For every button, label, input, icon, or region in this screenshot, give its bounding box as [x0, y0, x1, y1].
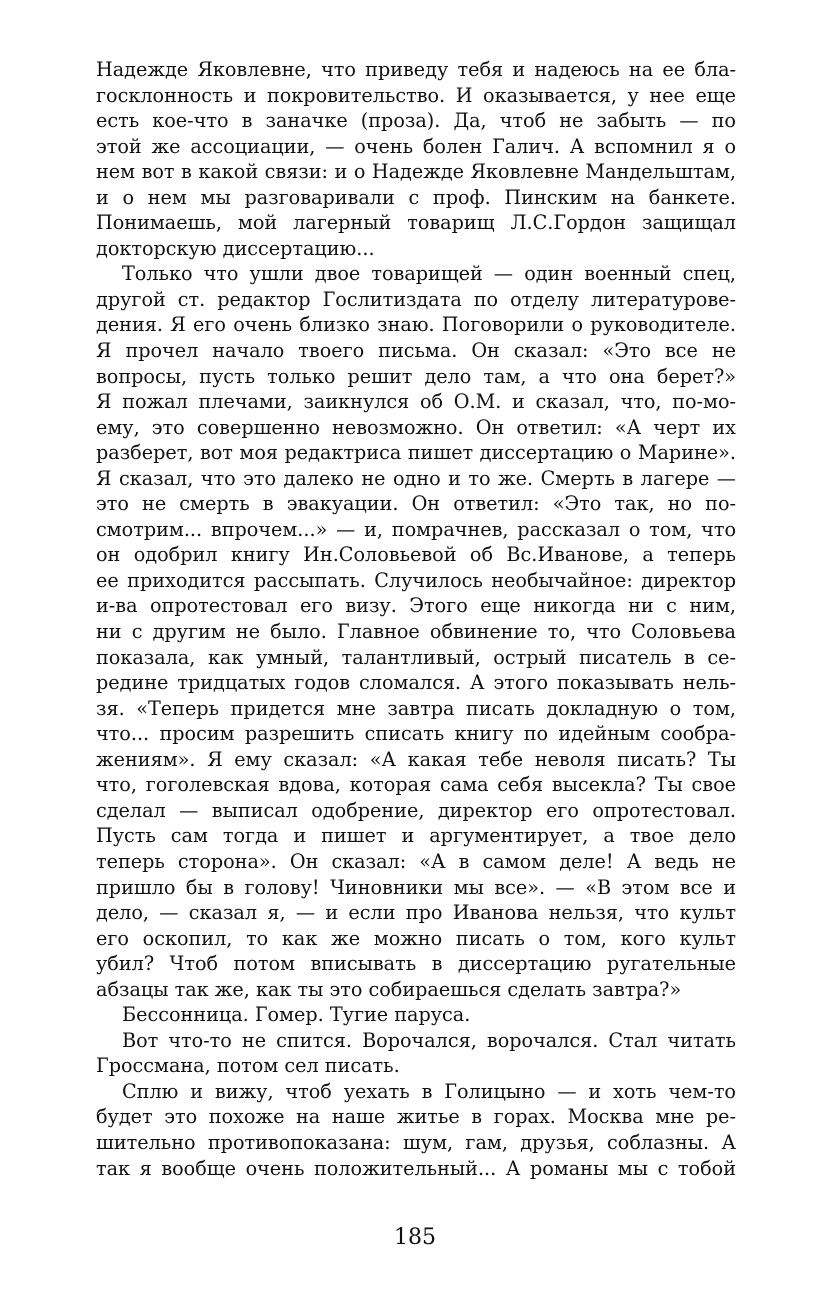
text-line: пришло бы в голову! Чиновники мы все». — «В этом все и	[96, 875, 736, 899]
text-line: смотрим... впрочем...» — и, помрачнев, рассказал о том, что	[96, 517, 736, 541]
text-line: этой же ассоциации, — очень болен Галич. А вспомнил я о	[96, 134, 736, 158]
text-line: его оскопил, то как же можно писать о том, кого культ	[96, 926, 736, 950]
text-line: Сплю и вижу, чтоб уехать в Голицыно — и хоть чем-то	[122, 1079, 736, 1103]
text-line: докторскую диссертацию...	[96, 236, 375, 260]
text-line: госклонность и покровительство. И оказывается, у нее еще	[96, 83, 736, 107]
page-text	[96, 57, 736, 1181]
text-line: Понимаешь, мой лагерный товарищ Л.С.Гордон защищал	[96, 211, 736, 235]
text-line: шительно противопоказана: шум, гам, друзья, соблазны. А	[96, 1130, 736, 1154]
text-line: он одобрил книгу Ин.Соловьевой об Вс.Иванове, а теперь	[96, 543, 736, 567]
text-line: Бессонница. Гомер. Тугие паруса.	[122, 1003, 471, 1027]
text-line: теперь сторона». Он сказал: «А в самом деле! А ведь не	[96, 849, 736, 873]
text-line: сделал — выписал одобрение, директор его опротестовал.	[96, 798, 736, 822]
text-line: так я вообще очень положительный... А романы мы с тобой	[96, 1156, 736, 1180]
text-line: что, гоголевская вдова, которая сама себя высекла? Ты свое	[96, 773, 736, 797]
text-line: Только что ушли двое товарищей — один военный спец,	[122, 262, 736, 286]
text-line: ему, это совершенно невозможно. Он ответил: «А черт их	[96, 415, 736, 439]
text-line: нем вот в какой связи: и о Надежде Яковлевне Мандельштам,	[96, 160, 736, 184]
text-line: это не смерть в эвакуации. Он ответил: «Это так, но по-	[96, 492, 736, 516]
text-line: Я сказал, что это далеко не одно и то же. Смерть в лагере —	[96, 466, 736, 490]
text-line: Вот что-то не спится. Ворочался, ворочался. Стал читать	[122, 1028, 736, 1052]
text-line: Я пожал плечами, заикнулся об О.М. и сказал, что, по-мо-	[96, 390, 736, 414]
text-line: Гроссмана, потом сел писать.	[96, 1054, 400, 1078]
text-line: абзацы так же, как ты это собираешься сделать завтра?»	[96, 977, 682, 1001]
text-line: жениям». Я ему сказал: «А какая тебе неволя писать? Ты	[96, 747, 736, 771]
text-line: зя. «Теперь придется мне завтра писать докладную о том,	[96, 696, 736, 720]
text-line: и о нем мы разговаривали с проф. Пинским на банкете.	[96, 185, 736, 209]
page-number: 185	[394, 1225, 436, 1250]
text-line: убил? Чтоб потом вписывать в диссертацию ругательные	[96, 952, 736, 976]
text-line: дения. Я его очень близко знаю. Поговорили о руководителе.	[96, 313, 736, 337]
text-line: Надежде Яковлевне, что приведу тебя и надеюсь на ее бла-	[96, 58, 736, 81]
text-line: что... просим разрешить списать книгу по идейным сообра-	[96, 722, 736, 746]
text-line: вопросы, пусть только решит дело там, а что она берет?»	[96, 364, 736, 388]
text-line: Пусть сам тогда и пишет и аргументирует, а твое дело	[96, 824, 736, 848]
text-line: ни с другим не было. Главное обвинение то, что Соловьева	[96, 620, 736, 644]
text-line: Я прочел начало твоего письма. Он сказал: «Это все не	[96, 339, 736, 363]
text-line: редине тридцатых годов сломался. А этого показывать нель-	[96, 671, 736, 695]
text-line: есть кое-что в заначке (проза). Да, чтоб не забыть — по	[96, 109, 736, 133]
text-line: и-ва опротестовал его визу. Этого еще никогда ни с ним,	[96, 594, 736, 618]
text-line: ее приходится рассыпать. Случилось необычайное: директор	[96, 568, 736, 592]
text-line: показала, как умный, талантливый, острый писатель в се-	[96, 645, 736, 669]
text-line: дело, — сказал я, — и если про Иванова нельзя, что культ	[96, 901, 736, 925]
text-line: будет это похоже на наше житье в горах. Москва мне ре-	[96, 1105, 736, 1129]
text-line: разберет, вот моя редактриса пишет диссертацию о Марине».	[96, 441, 736, 465]
text-line: другой ст. редактор Гослитиздата по отделу литературове-	[96, 287, 736, 311]
